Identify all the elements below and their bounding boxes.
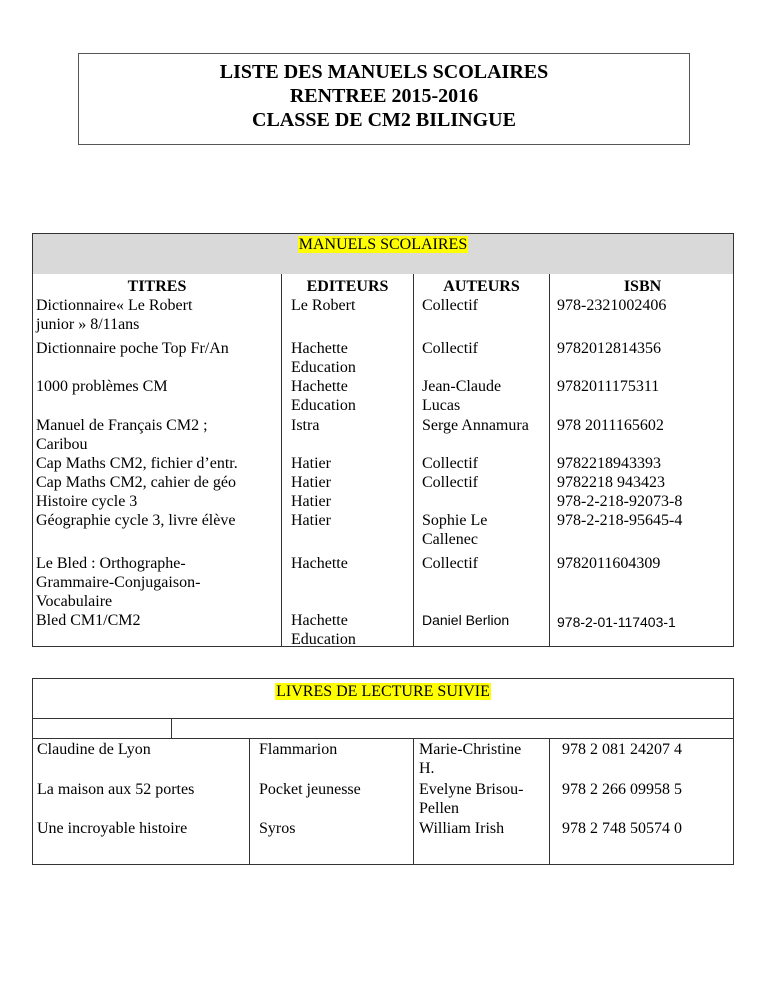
manuels-table	[32, 233, 734, 647]
book-editor: Hachette	[291, 340, 348, 357]
reading-isbn: 978 2 266 09958 5	[562, 781, 682, 798]
book-title: 1000 problèmes CM	[36, 378, 168, 395]
manuels-banner	[33, 234, 733, 274]
book-author: Collectif	[422, 474, 478, 491]
book-editor: Istra	[291, 417, 320, 434]
reading-author: H.	[419, 760, 435, 777]
book-isbn: 978-2-218-92073-8	[557, 493, 683, 510]
header-line-3: CLASSE DE CM2 BILINGUE	[252, 109, 516, 131]
reading-title: Claudine de Lyon	[37, 741, 151, 758]
book-title: Caribou	[36, 436, 88, 453]
book-author: Lucas	[422, 397, 461, 414]
book-title: Grammaire-Conjugaison-	[36, 574, 201, 591]
book-editor: Hachette	[291, 612, 348, 629]
book-isbn: 9782218 943423	[557, 474, 665, 491]
header-line-1: LISTE DES MANUELS SCOLAIRES	[219, 61, 549, 83]
book-author: Collectif	[422, 555, 478, 572]
book-isbn: 978-2-01-117403-1	[557, 614, 676, 630]
book-isbn: 9782011604309	[557, 555, 661, 572]
book-editor: Hatier	[291, 493, 331, 510]
book-author: Jean-Claude	[422, 378, 502, 395]
book-editor: Hatier	[291, 474, 331, 491]
header-auteurs: AUTEURS	[443, 278, 520, 295]
document-header	[78, 53, 690, 145]
book-author: Serge Annamura	[422, 417, 529, 434]
book-editor: Hatier	[291, 512, 331, 529]
book-editor: Education	[291, 397, 356, 414]
reading-editor: Pocket jeunesse	[259, 781, 361, 798]
book-editor: Le Robert	[291, 297, 356, 314]
lecture-table	[32, 678, 734, 865]
book-author: Sophie Le	[422, 512, 488, 529]
book-title: Manuel de Français CM2 ;	[36, 417, 208, 434]
book-editor: Education	[291, 359, 356, 376]
header-editeurs: EDITEURS	[306, 278, 389, 295]
reading-editor: Flammarion	[259, 741, 338, 758]
reading-editor: Syros	[259, 820, 296, 837]
reading-author: Pellen	[419, 800, 459, 817]
reading-author: Evelyne Brisou-	[419, 781, 524, 798]
book-title: Cap Maths CM2, cahier de géo	[36, 474, 236, 491]
book-title: Dictionnaire poche Top Fr/An	[36, 340, 229, 357]
header-titres: TITRES	[127, 278, 187, 295]
header-line-2: RENTREE 2015-2016	[289, 85, 479, 107]
reading-title: La maison aux 52 portes	[37, 781, 195, 798]
book-title: Histoire cycle 3	[36, 493, 138, 510]
book-isbn: 978-2-218-95645-4	[557, 512, 683, 529]
book-author: Daniel Berlion	[422, 612, 510, 628]
book-title: Cap Maths CM2, fichier d’entr.	[36, 455, 238, 472]
book-isbn: 978 2011165602	[557, 417, 664, 434]
reading-title: Une incroyable histoire	[37, 820, 188, 837]
book-editor: Hachette	[291, 555, 348, 572]
book-title: Le Bled : Orthographe-	[36, 555, 186, 572]
book-isbn: 978-2321002406	[557, 297, 667, 314]
reading-isbn: 978 2 748 50574 0	[562, 820, 682, 837]
reading-author: William Irish	[419, 820, 505, 837]
book-author: Callenec	[422, 531, 478, 548]
book-isbn: 9782012814356	[557, 340, 661, 357]
book-isbn: 9782218943393	[557, 455, 661, 472]
book-editor: Hachette	[291, 378, 348, 395]
book-author: Collectif	[422, 455, 478, 472]
book-title: Bled CM1/CM2	[36, 612, 141, 629]
book-isbn: 9782011175311	[557, 378, 660, 395]
book-title: Dictionnaire« Le Robert	[36, 297, 193, 314]
book-title: Vocabulaire	[36, 593, 113, 610]
book-title: junior » 8/11ans	[36, 316, 140, 333]
reading-isbn: 978 2 081 24207 4	[562, 741, 682, 758]
book-author: Collectif	[422, 340, 478, 357]
book-editor: Hatier	[291, 455, 331, 472]
header-isbn: ISBN	[623, 278, 662, 295]
book-editor: Education	[291, 631, 356, 648]
book-author: Collectif	[422, 297, 478, 314]
lecture-title: LIVRES DE LECTURE SUIVIE	[276, 683, 490, 700]
manuels-banner-title: MANUELS SCOLAIRES	[298, 236, 468, 253]
reading-author: Marie-Christine	[419, 741, 522, 758]
book-title: Géographie cycle 3, livre élève	[36, 512, 236, 529]
